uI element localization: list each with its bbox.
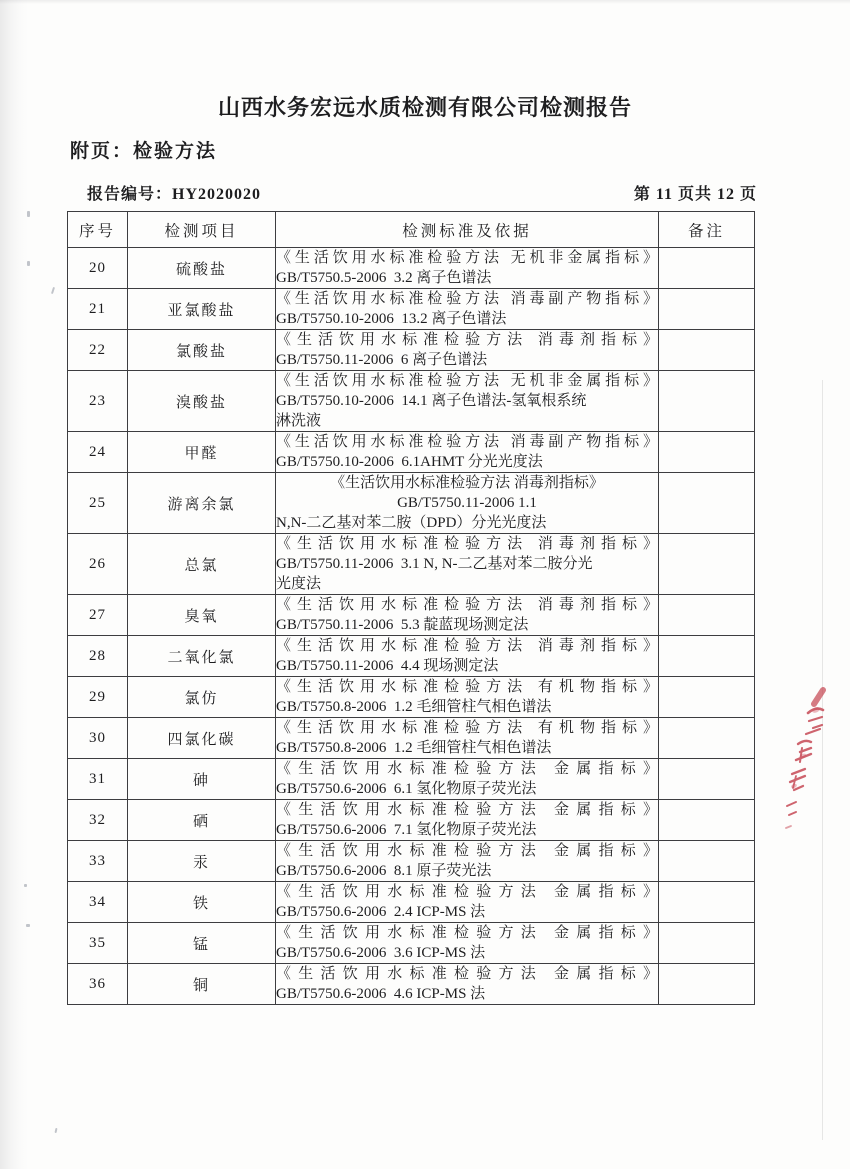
test-item: 硫酸盐: [128, 248, 276, 289]
method-cell: [276, 841, 659, 882]
method-cell: [276, 923, 659, 964]
row-number: 35: [68, 923, 128, 964]
method-cell: [276, 330, 659, 371]
scan-speck: [24, 884, 27, 887]
test-item: 四氯化碳: [128, 718, 276, 759]
remark-cell: [659, 882, 755, 923]
method-cell: [276, 248, 659, 289]
row-number: 21: [68, 289, 128, 330]
method-line: 淋洗液: [276, 413, 322, 429]
row-number: 29: [68, 677, 128, 718]
row-number: 25: [68, 473, 128, 534]
method-line: GB/T5750.10-2006 6.1AHMT 分光光度法: [276, 454, 543, 470]
remark-cell: [659, 330, 755, 371]
table-row: [68, 636, 755, 677]
remark-cell: [659, 432, 755, 473]
method-line: 《生活饮用水标准检验方法 有机物指标》: [276, 679, 658, 695]
method-cell: [276, 432, 659, 473]
methods-table: [67, 211, 755, 1005]
row-number: 31: [68, 759, 128, 800]
remark-cell: [659, 841, 755, 882]
test-item: 氯酸盐: [128, 330, 276, 371]
method-line: GB/T5750.6-2006 6.1 氢化物原子荧光法: [276, 781, 537, 797]
scan-speck: [55, 1128, 58, 1133]
test-item: 总氯: [128, 534, 276, 595]
row-number: 33: [68, 841, 128, 882]
method-cell: [276, 800, 659, 841]
remark-cell: [659, 923, 755, 964]
remark-cell: [659, 248, 755, 289]
method-line: GB/T5750.6-2006 8.1 原子荧光法: [276, 863, 492, 879]
table-row: [68, 841, 755, 882]
scan-edge-top: [0, 0, 850, 4]
method-line: 《生活饮用水标准检验方法 金属指标》: [276, 761, 658, 777]
method-line: N,N-二乙基对苯二胺（DPD）分光光度法: [276, 515, 547, 531]
table-row: [68, 371, 755, 432]
header-remark: 备注: [659, 212, 755, 248]
method-cell: [276, 759, 659, 800]
table-row: [68, 800, 755, 841]
test-item: 亚氯酸盐: [128, 289, 276, 330]
method-cell: [276, 289, 659, 330]
remark-cell: [659, 289, 755, 330]
table-row: [68, 473, 755, 534]
remark-cell: [659, 964, 755, 1005]
row-number: 32: [68, 800, 128, 841]
method-cell: [276, 473, 659, 534]
remark-cell: [659, 800, 755, 841]
table-row: [68, 432, 755, 473]
scan-edge-left: [0, 0, 28, 1169]
methods-table-body: [68, 248, 755, 1005]
header-item: 检测项目: [128, 212, 276, 248]
method-cell: [276, 964, 659, 1005]
method-line: GB/T5750.10-2006 13.2 离子色谱法: [276, 311, 507, 327]
test-item: 甲醛: [128, 432, 276, 473]
test-item: 锰: [128, 923, 276, 964]
method-line: 《生活饮用水标准检验方法 有机物指标》: [276, 720, 658, 736]
method-line: GB/T5750.6-2006 4.6 ICP-MS 法: [276, 986, 486, 1002]
remark-cell: [659, 677, 755, 718]
test-item: 臭氧: [128, 595, 276, 636]
method-line: 《生活饮用水标准检验方法 消毒剂指标》: [330, 475, 604, 491]
row-number: 22: [68, 330, 128, 371]
method-line: GB/T5750.8-2006 1.2 毛细管柱气相色谱法: [276, 740, 552, 756]
test-item: 二氧化氯: [128, 636, 276, 677]
red-seal-stamp: [782, 686, 828, 846]
header-standard: 检测标准及依据: [276, 212, 659, 248]
row-number: 20: [68, 248, 128, 289]
method-line: 《生活饮用水标准检验方法 消毒剂指标》: [276, 536, 658, 552]
test-item: 硒: [128, 800, 276, 841]
method-line: 《生活饮用水标准检验方法 金属指标》: [276, 925, 658, 941]
method-cell: [276, 636, 659, 677]
attachment-subtitle: 附页：检验方法: [70, 141, 218, 162]
table-row: [68, 718, 755, 759]
header-no: 序号: [68, 212, 128, 248]
table-row: [68, 595, 755, 636]
row-number: 24: [68, 432, 128, 473]
test-item: 氯仿: [128, 677, 276, 718]
method-line: 《生活饮用水标准检验方法 无机非金属指标》: [276, 373, 658, 389]
row-number: 34: [68, 882, 128, 923]
remark-cell: [659, 473, 755, 534]
page-indicator: 第 11 页共 12 页: [633, 186, 757, 203]
method-line: 《生活饮用水标准检验方法 金属指标》: [276, 843, 658, 859]
method-line: GB/T5750.6-2006 3.6 ICP-MS 法: [276, 945, 486, 961]
table-row: [68, 677, 755, 718]
method-line: 《生活饮用水标准检验方法 金属指标》: [276, 884, 658, 900]
remark-cell: [659, 718, 755, 759]
scan-speck: [27, 261, 30, 266]
test-item: 砷: [128, 759, 276, 800]
method-line: GB/T5750.11-2006 3.1 N, N-二乙基对苯二胺分光: [276, 556, 593, 572]
table-row: [68, 289, 755, 330]
table-row: [68, 330, 755, 371]
method-line: 《生活饮用水标准检验方法 消毒副产物指标》: [276, 291, 658, 307]
method-line: GB/T5750.5-2006 3.2 离子色谱法: [276, 270, 492, 286]
remark-cell: [659, 371, 755, 432]
remark-cell: [659, 595, 755, 636]
row-number: 27: [68, 595, 128, 636]
method-line: GB/T5750.11-2006 5.3 靛蓝现场测定法: [276, 617, 529, 633]
method-cell: [276, 718, 659, 759]
table-row: [68, 964, 755, 1005]
table-row: [68, 882, 755, 923]
method-line: GB/T5750.6-2006 2.4 ICP-MS 法: [276, 904, 486, 920]
method-line: GB/T5750.11-2006 1.1: [397, 495, 537, 511]
method-line: 《生活饮用水标准检验方法 消毒剂指标》: [276, 597, 658, 613]
meta-row: [87, 181, 757, 204]
row-number: 30: [68, 718, 128, 759]
method-line: 《生活饮用水标准检验方法 消毒副产物指标》: [276, 434, 658, 450]
test-item: 游离余氯: [128, 473, 276, 534]
page-title: 山西水务宏远水质检测有限公司检测报告: [217, 95, 632, 120]
method-line: 光度法: [276, 576, 322, 592]
method-line: 《生活饮用水标准检验方法 消毒剂指标》: [276, 638, 658, 654]
method-line: GB/T5750.11-2006 4.4 现场测定法: [276, 658, 499, 674]
remark-cell: [659, 759, 755, 800]
table-row: [68, 923, 755, 964]
method-line: GB/T5750.11-2006 6 离子色谱法: [276, 352, 488, 368]
method-cell: [276, 534, 659, 595]
test-item: 汞: [128, 841, 276, 882]
test-item: 铁: [128, 882, 276, 923]
test-item: 铜: [128, 964, 276, 1005]
table-row: [68, 248, 755, 289]
method-cell: [276, 595, 659, 636]
method-line: 《生活饮用水标准检验方法 金属指标》: [276, 966, 658, 982]
row-number: 28: [68, 636, 128, 677]
scan-speck: [26, 924, 30, 927]
method-line: 《生活饮用水标准检验方法 无机非金属指标》: [276, 250, 658, 266]
row-number: 23: [68, 371, 128, 432]
test-item: 溴酸盐: [128, 371, 276, 432]
row-number: 26: [68, 534, 128, 595]
method-line: GB/T5750.6-2006 7.1 氢化物原子荧光法: [276, 822, 537, 838]
method-line: 《生活饮用水标准检验方法 消毒剂指标》: [276, 332, 658, 348]
method-cell: [276, 882, 659, 923]
remark-cell: [659, 534, 755, 595]
table-row: [68, 534, 755, 595]
method-line: GB/T5750.10-2006 14.1 离子色谱法-氢氧根系统: [276, 393, 587, 409]
method-cell: [276, 371, 659, 432]
row-number: 36: [68, 964, 128, 1005]
method-line: GB/T5750.8-2006 1.2 毛细管柱气相色谱法: [276, 699, 552, 715]
method-cell: [276, 677, 659, 718]
table-row: [68, 759, 755, 800]
report-number: 报告编号：HY2020020: [87, 186, 262, 203]
method-line: 《生活饮用水标准检验方法 金属指标》: [276, 802, 658, 818]
scan-speck: [27, 211, 30, 217]
table-header: [68, 212, 755, 248]
scan-speck: [51, 287, 55, 294]
remark-cell: [659, 636, 755, 677]
